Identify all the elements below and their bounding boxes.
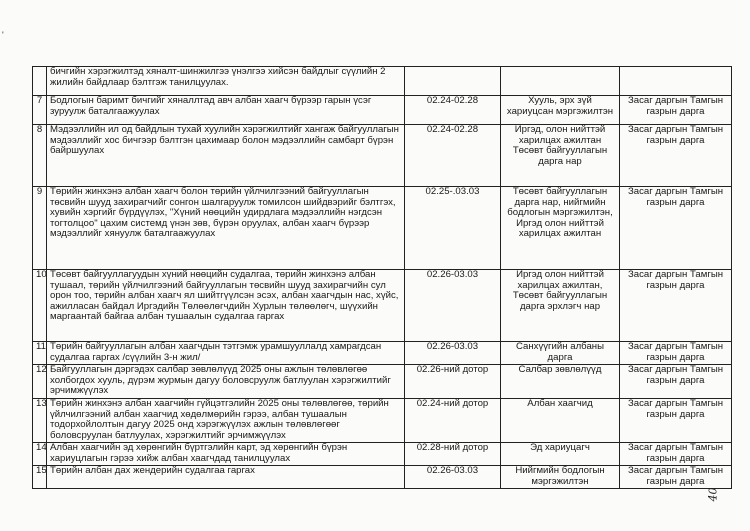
row-responsible: Хууль, эрх зүй хариуцсан мэргэжилтэн	[501, 96, 620, 125]
row-number: 12	[33, 365, 47, 399]
row-task: Бодлогын баримт бичгийг хяналлтад авч албан хаагч бүрээр гарын үсэг зуруулж баталгаажуулах	[47, 96, 405, 125]
row-date: 02.26-03.03	[405, 342, 501, 365]
row-responsible: Нийгмийн бодлогын мэргэжилтэн	[501, 466, 620, 489]
row-responsible: Иргэд, олон нийттэй харилцах ажилтан Төсөвт байгууллагын дарга нар	[501, 125, 620, 187]
table-row	[33, 342, 732, 365]
row-control: Засаг даргын Тамгын газрын дарга	[620, 466, 732, 489]
row-control: Засаг даргын Тамгын газрын дарга	[620, 96, 732, 125]
row-task: Төрийн албан дах жендерийн судалгаа гаргах	[47, 466, 405, 489]
row-date: 02.26-03.03	[405, 270, 501, 342]
row-task: Албан хаагчийн эд хөрөнгийн бүртгэлийн карт, эд хөрөнгийн бүрэн хариуцлагын гэрээ хийж албан хаагчдад танилцуулах	[47, 443, 405, 466]
row-date	[405, 67, 501, 96]
row-number: 14	[33, 443, 47, 466]
table-row	[33, 96, 732, 125]
row-number: 11	[33, 342, 47, 365]
row-responsible: Иргэд олон нийттэй харилцах ажилтан, Төсөвт байгууллагын дарга эрхлэгч нар	[501, 270, 620, 342]
row-control	[620, 67, 732, 96]
row-control: Засаг даргын Тамгын газрын дарга	[620, 365, 732, 399]
row-task: Төрийн жинхэнэ албан хаагч болон төрийн үйлчилгээний байгууллагын төсвийн шууд захирагчийг сонгон шалгаруулж томилсон шийдвэрийг бэлтгэх, хувийн хэргийг бүрдүүлэх, "Хүний нөөцийн удирдлага мэдээллийн нэгдсэн тогтолцоо" цахим системд үнэн зөв, бүрэн оруулах, албан хаагч бүрээр мэдээллийг хянуулж баталгаажуулах	[47, 187, 405, 270]
table-row	[33, 399, 732, 443]
row-responsible: Санхүүгийн албаны дарга	[501, 342, 620, 365]
row-task: Байгууллагын дэргэдэх салбар зөвлөлүүд 2025 оны ажлын төлөвлөгөө холбогдох хууль, дүрэм журмын дагуу боловсруулж батлуулан хэрэгжилтийг эрчимжүүлэх	[47, 365, 405, 399]
row-responsible: Төсөвт байгууллагын дарга нар, нийгмийн бодлогын мэргэжилтэн, Иргэд олон нийттэй харилцах ажилтан	[501, 187, 620, 270]
row-control: Засаг даргын Тамгын газрын дарга	[620, 342, 732, 365]
row-responsible: Салбар зөвлөлүүд	[501, 365, 620, 399]
row-task: Мэдээллийн ил од байдлын тухай хуулийн хэрэгжилтийг хангаж байгууллагын мэдээллийг хос бичгээр бэлтгэн цахимаар болон мэдээллийн самбарт бүрэн байршуулах	[47, 125, 405, 187]
row-task: Төрийн байгууллагын албан хаагчдын тэтгэмж урамшууллалд хамрагдсан судалгаа гаргах /сүүлийн 3-н жил/	[47, 342, 405, 365]
row-date: 02.24-ний дотор	[405, 399, 501, 443]
row-date: 02.25-.03.03	[405, 187, 501, 270]
row-number: 9	[33, 187, 47, 270]
table-row	[33, 365, 732, 399]
table-row	[33, 466, 732, 489]
row-number: 7	[33, 96, 47, 125]
row-control: Засаг даргын Тамгын газрын дарга	[620, 270, 732, 342]
row-number: 13	[33, 399, 47, 443]
table-row	[33, 443, 732, 466]
row-date: 02.28-ний дотор	[405, 443, 501, 466]
row-responsible	[501, 67, 620, 96]
page-number: 40	[706, 487, 720, 502]
row-task: Төрийн жинхэнэ албан хаагчийн гүйцэтгэлийн 2025 оны төлөвлөгөө, төрийн үйлчилгээний албан хаагчид хөдөлмөрийн гэрээ, албан тушаалын тодорхойлолтын дагуу 2025 онд хэрэгжүүлэх ажлын төлөвлөгөөг боловсруулан батлуулах, хэрэгжилтийг эрчимжүүлэх	[47, 399, 405, 443]
row-number: 15	[33, 466, 47, 489]
row-task: Төсөвт байгууллагуудын хүний нөөцийн судалгаа, төрийн жинхэнэ албан тушаал, төрийн үйлчилгээний байгууллагын төсвийн шууд захирагчийн сул орон тоо, төрийн албан хаагч ял шийтгүүлсэн эсэх, албан хаагчдын нас, хүйс, ажилласан байдал Иргэдийн Төлөөлөгчдийн Хурлын төлөөлөгч, шүүхийн маргаантай байгаа албан тушаалын судалгаа гаргах	[47, 270, 405, 342]
table-row	[33, 67, 732, 96]
row-date: 02.26-ний дотор	[405, 365, 501, 399]
row-date: 02.24-02.28	[405, 125, 501, 187]
row-date: 02.26-03.03	[405, 466, 501, 489]
row-control: Засаг даргын Тамгын газрын дарга	[620, 187, 732, 270]
row-responsible: Эд хариуцагч	[501, 443, 620, 466]
table-row	[33, 125, 732, 187]
row-number: 8	[33, 125, 47, 187]
corner-mark: '	[2, 30, 4, 40]
row-date: 02.24-02.28	[405, 96, 501, 125]
row-task: бичгийн хэрэгжилтэд хяналт-шинжилгээ үнэлгээ хийсэн байдлыг сүүлийн 2 жилийн байдлаар бэлтгэж танилцуулах.	[47, 67, 405, 96]
table-row	[33, 270, 732, 342]
row-control: Засаг даргын Тамгын газрын дарга	[620, 443, 732, 466]
row-number: 10	[33, 270, 47, 342]
row-number	[33, 67, 47, 96]
row-responsible: Албан хаагчид	[501, 399, 620, 443]
row-control: Засаг даргын Тамгын газрын дарга	[620, 125, 732, 187]
row-control: Засаг даргын Тамгын газрын дарга	[620, 399, 732, 443]
plan-table	[32, 66, 732, 489]
table-row	[33, 187, 732, 270]
